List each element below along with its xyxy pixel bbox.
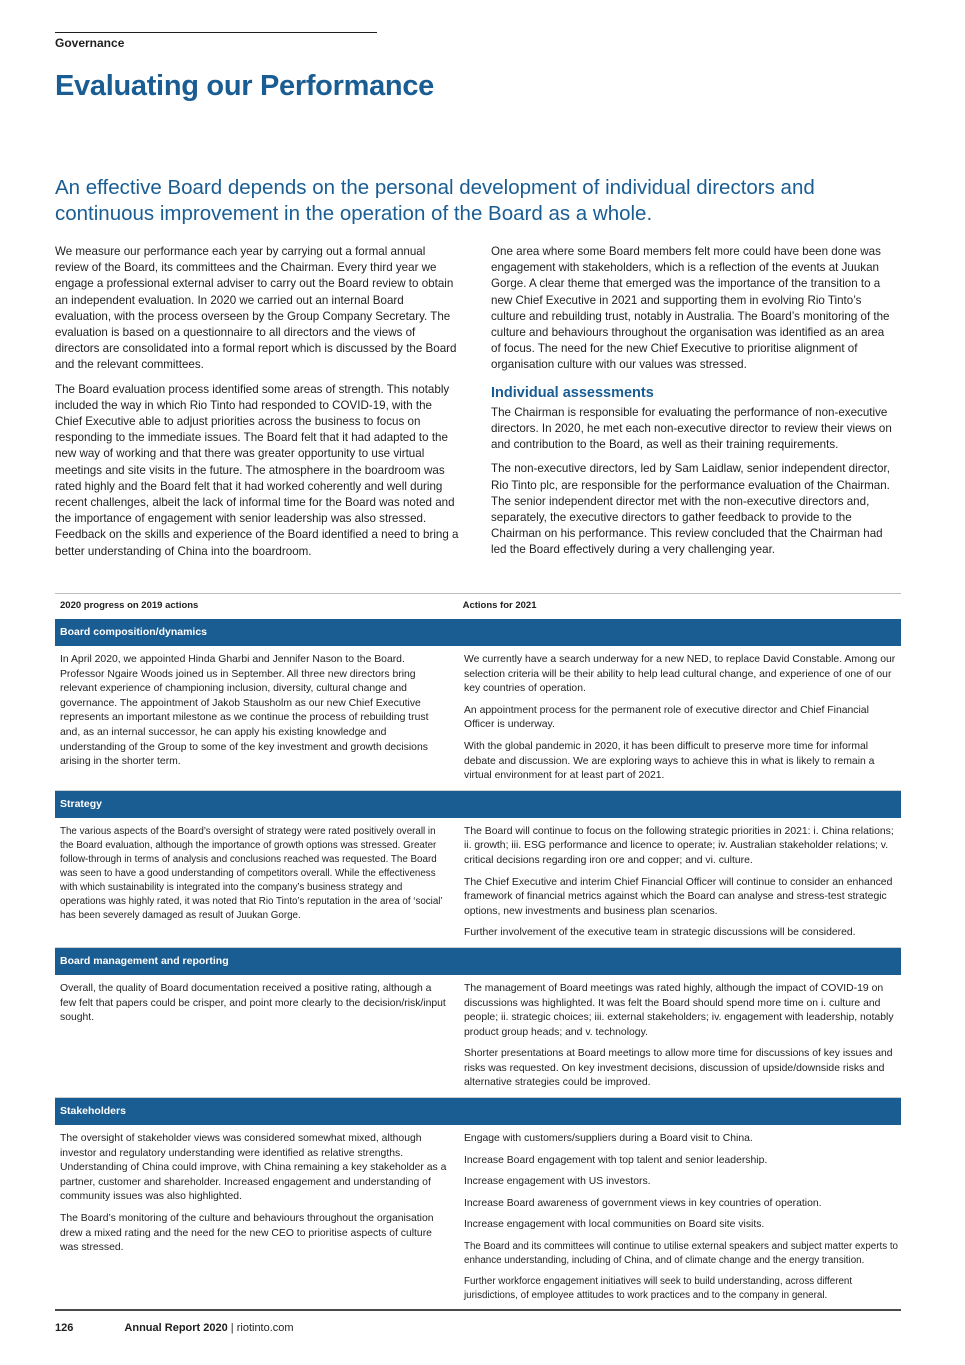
- section-band-board-management: Board management and reporting: [55, 948, 901, 975]
- cell-text: The Board’s monitoring of the culture and behaviours throughout the organisation drew a mixed rating and the need for the new CEO to prioritise aspects of culture was stressed.: [60, 1213, 434, 1254]
- actions-cell: [459, 982, 901, 1091]
- column-header-actions: Actions for 2021: [462, 600, 537, 612]
- table-header-row: [55, 593, 901, 619]
- cell-text: Increase Board engagement with top talent and senior leadership.: [464, 1154, 768, 1166]
- cell-text: Increase engagement with local communities on Board site visits.: [464, 1219, 765, 1231]
- actions-cell: [459, 653, 901, 784]
- subheading-individual-assessments: Individual assessments: [491, 384, 654, 401]
- page-number: 126: [55, 1322, 74, 1334]
- cell-text: Overall, the quality of Board documentation received a positive rating, although a few felt that papers could be crisper, and point more clearly to the decision/risk/input sought.: [60, 982, 446, 1024]
- cell-text: Further workforce engagement initiatives will seek to build understanding, across different jurisdictions, of employee attitudes to work practices and to the company in general.: [464, 1276, 853, 1302]
- intro-statement: An effective Board depends on the personal development of individual directors and continuous improvement in the operation of the Board as a whole.: [55, 176, 815, 225]
- cell-text: Further involvement of the executive team in strategic discussions will be considered.: [464, 927, 856, 939]
- paragraph: We measure our performance each year by carrying out a formal annual review of the Board, its committees and the Chairman. Every third year we engage a professional external adviser to carry out the Board review to obtain an independent evaluation. In 2020 we carried out an internal Board evaluation, with the process overseen by the Group Company Secretary. The evaluation is based on a questionnaire to all directors and the views of directors are consolidated into a formal report which is discussed by the Board and the relevant committees.: [55, 245, 457, 372]
- table-row: [55, 975, 901, 1098]
- progress-cell: [55, 825, 459, 941]
- cell-text: We currently have a search underway for a new NED, to replace David Constable. Among our selection criteria will be their ability to help lead cultural change, and experience of one of our key countries of operation.: [464, 654, 896, 695]
- table-row: [55, 646, 901, 791]
- cell-text: The Chief Executive and interim Chief Financial Officer will continue to consider an enhanced framework of financial metrics against which the Board can analyse and stress-test strategic options, new investments and business plan scenarios.: [464, 876, 893, 917]
- page-footer: [55, 1322, 294, 1334]
- cell-text: In April 2020, we appointed Hinda Gharbi and Jennifer Nason to the Board. Professor Ngaire Woods joined us in September. All three new directors bring relevant experience of championing inclusion, diversity, cultural change and governance. The appointment of Jakob Stausholm as our new Chief Executive represents an important milestone as we continue the process of rebuilding trust and, as an internal successor, he can apply his existing knowledge and understanding of the Group to some of the key investment and growth decisions arising in the shorter term.: [60, 654, 429, 768]
- cell-text: The Board will continue to focus on the following strategic priorities in 2021: i. China relations; ii. growth; iii. ESG performance and licence to operate; iv. Australian stakeholder relations; v. critical decisions regarding iron ore and copper; and vi. culture.: [464, 825, 894, 866]
- right-text-column: [491, 244, 895, 567]
- evaluation-actions-table: [55, 593, 901, 1311]
- header-rule: [55, 32, 377, 33]
- cell-text: Shorter presentations at Board meetings to allow more time for discussions of key issues and risks was requested. On key investment decisions, discussion of upside/downside risks and alternative strategies could be improved.: [464, 1048, 893, 1089]
- progress-cell: [55, 653, 459, 784]
- table-row: [55, 818, 901, 948]
- cell-text: Increase engagement with US investors.: [464, 1176, 651, 1188]
- paragraph: One area where some Board members felt more could have been done was engagement with stakeholders, which is a reflection of the events at Juukan Gorge. A clear theme that emerged was the importance of the transition to a new Chief Executive in 2021 and supporting them in evolving Rio Tinto’s culture and rebuilding trust, notably in Australia. The Board’s monitoring of the culture and behaviours throughout the organisation was identified as an area of focus. The need for the new Chief Executive to prioritise alignment of organisation culture with our values was stressed.: [491, 245, 890, 372]
- paragraph: The non-executive directors, led by Sam Laidlaw, senior independent director, Rio Tinto plc, are responsible for the performance evaluation of the Chairman. The senior independent director met with the non-executive directors and, separately, the executive directors to gather feedback to provide to the Chairman on his performance. This review concluded that the Chairman had led the Board effectively during a very challenging year.: [491, 462, 890, 557]
- progress-cell: [55, 1132, 459, 1303]
- cell-text: Increase Board awareness of government views in key countries of operation.: [464, 1197, 822, 1209]
- cell-text: The Board and its committees will continue to utilise external speakers and subject matter experts to enhance understanding, including of China, and of climate change and the energy transition.: [464, 1241, 898, 1267]
- section-band-stakeholders: Stakeholders: [55, 1098, 901, 1125]
- report-name: Annual Report 2020: [124, 1322, 228, 1334]
- paragraph: The Chairman is responsible for evaluating the performance of non-executive directors. In 2020, he met each non-executive director to review their views on and contribution to the Board, as well as their training requirements.: [491, 405, 892, 452]
- cell-text: The management of Board meetings was rated highly, although the impact of COVID-19 on discussions was highlighted. It was felt the Board should spend more time on i. culture and people; ii. strategic choices; iii. external stakeholders; iv. engagement with leadership, notably product group heads; and v. technology.: [464, 982, 894, 1038]
- cell-text: With the global pandemic in 2020, it has been difficult to preserve more time for informal debate and discussion. We are exploring ways to achieve this in what is likely to remain a virtual environment for at least part of 2021.: [464, 740, 875, 782]
- paragraph: The Board evaluation process identified some areas of strength. This notably included the way in which Rio Tinto had responded to COVID-19, with the Chief Executive able to adjust priorities across the business to focus on responding to the immediate issues. The Board felt that it had adapted to the new way of working and that there was greater opportunity to use virtual meetings and site visits in the future. The atmosphere in the boardroom was rated highly and the Board felt that it had worked coherently and well during recent challenges, albeit the lack of informal time for the Board was noted and the importance of engagement with senior leadership was also stressed. Feedback on the skills and experience of the Board identified a need to bring a better understanding of China into the boardroom.: [55, 382, 459, 558]
- footer-separator: |: [230, 1322, 234, 1334]
- column-header-progress: 2020 progress on 2019 actions: [60, 600, 199, 612]
- cell-text: The various aspects of the Board’s oversight of strategy were rated positively overall in the Board evaluation, although the importance of growth options was stressed. Greater follow-through in terms of analysis and conclusions reached was requested. The Board was seen to have a good understanding of competitors overall. While the effectiveness with which sustainability is integrated into the company’s business strategy and operations was highly rated, it was noted that Rio Tinto’s reputation in the area of ‘social’ has been severely damaged as result of Juukan Gorge.: [60, 825, 443, 922]
- left-text-column: [55, 244, 459, 568]
- cell-text: Engage with customers/suppliers during a Board visit to China.: [464, 1133, 753, 1145]
- cell-text: An appointment process for the permanent role of executive director and Chief Financial Officer is underway.: [464, 704, 869, 731]
- section-band-board-composition: Board composition/dynamics: [55, 619, 901, 646]
- section-label: Governance: [55, 36, 125, 50]
- footer-website: riotinto.com: [236, 1322, 294, 1334]
- table-row: [55, 1125, 901, 1311]
- progress-cell: [55, 982, 459, 1091]
- actions-cell: [459, 1132, 901, 1303]
- actions-cell: [459, 825, 901, 941]
- page-title: Evaluating our Performance: [55, 70, 434, 102]
- section-band-strategy: Strategy: [55, 791, 901, 818]
- cell-text: The oversight of stakeholder views was considered somewhat mixed, although investor and regulatory understanding were identified as relative strengths. Understanding of China could improve, with China remaining a key stakeholder as a partner, customer and shareholder. Increased engagement and understanding of community issues was also highlighted.: [60, 1133, 447, 1203]
